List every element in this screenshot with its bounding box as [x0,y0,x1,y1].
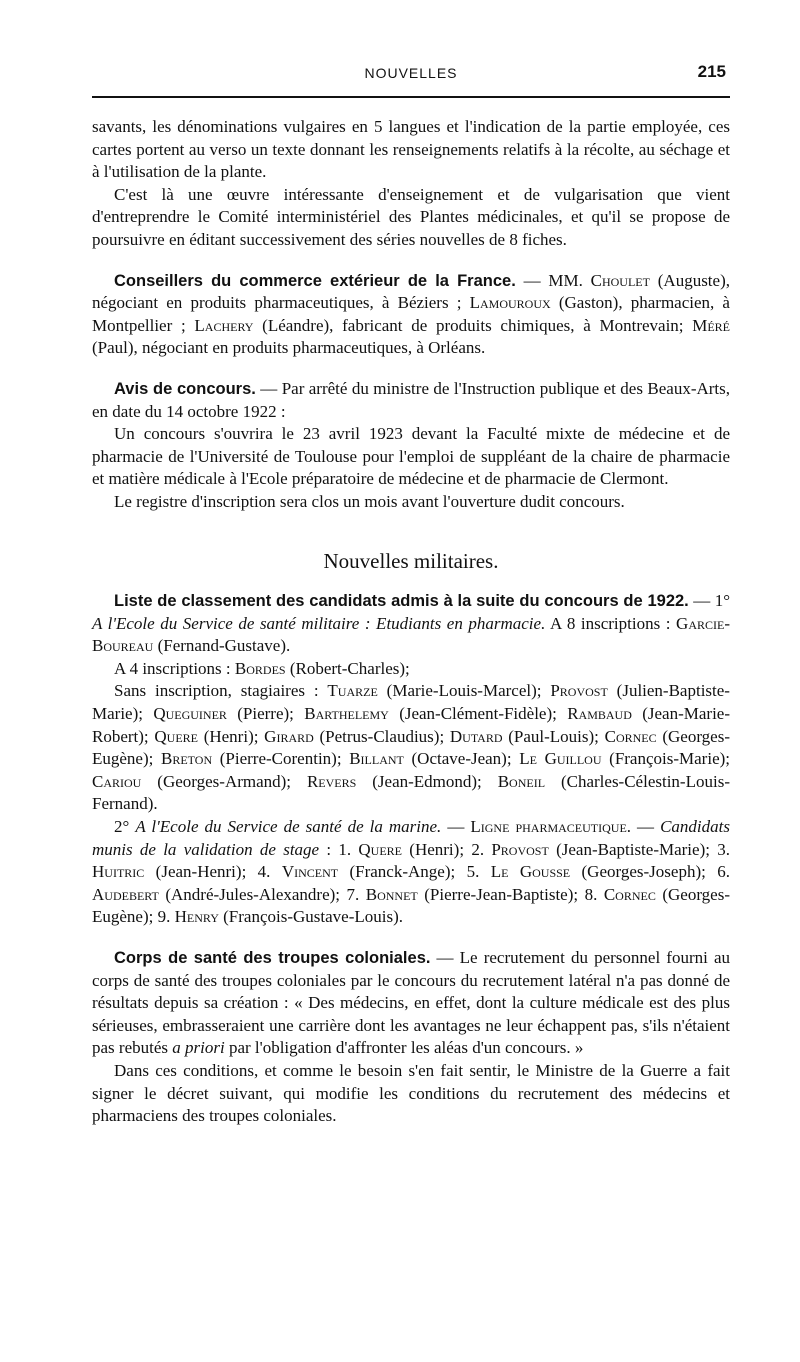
person-name: Revers [306,771,357,791]
header-rule [92,96,730,98]
four-inscriptions [92,658,730,681]
rank-number: 4. [257,862,282,882]
person-name: Choulet [590,270,650,290]
intro-paragraph-1: savants, les dénominations vulgaires en 5 langues et l'indication de la partie employée, ces cartes portent au verso un texte donnant les renseignements relatifs à la récolte, au séchage et à l'utilisation de la plante. [92,117,730,182]
person-detail: (Franck-Ange); [338,862,467,882]
sans-inscription-list [92,680,730,816]
rank-number: 2. [471,839,492,859]
coloniales-section [92,947,730,1060]
marine-number: 2° [114,817,136,837]
rank-number: 6. [717,862,730,882]
person-detail: (Pierre-Corentin); [212,749,350,769]
person-name: Rambaud [567,704,632,724]
avis-paragraph-2: Un concours s'ouvrira le 23 avril 1923 devant la Faculté mixte de médecine et de pharmacie de l'Université de Toulouse pour l'emploi de suppléant de la chaire de pharmacie et matière médicale à l'Ecole préparatoire de médecine et de pharmacie de Clermont. [92,424,730,489]
person-name: Tuarze [327,681,378,701]
classement-school: A l'Ecole du Service de santé militaire : Etudiants en pharmacie. [92,613,546,633]
person-name: Bordes [234,658,286,678]
person-detail: (Petrus-Claudius); [313,726,450,746]
article-body [92,116,730,1128]
person-name: Breton [161,749,213,769]
person-name: Queguiner [153,704,227,724]
running-head [92,62,730,86]
person-name: Méré [692,315,730,335]
person-name: Boneil [497,771,546,791]
person-detail: (Jean-Henri); [144,862,258,882]
marine-colon: : [319,839,339,859]
rank-number: 9. [157,907,175,927]
coloniales-paragraph-2: Dans ces conditions, et comme le besoin s'en fait sentir, le Ministre de la Guerre a fait signer le décret suivant, qui modifie les conditions du recrutement des médecins et pharmaciens des troupes coloniales. [92,1060,730,1126]
marine-candidates-label: Candidats munis de la validation de stage [92,817,730,859]
rank-number: 1. [338,839,359,859]
marine-school: A l'Ecole du Service de santé de la marine. [135,817,442,837]
person-name: Quere [154,726,198,746]
person-name: Le Guillou [519,749,602,769]
person-name: Cornec [604,726,657,746]
page-number: 215 [697,62,726,81]
person-detail: (Pierre); [226,704,305,724]
person-name: Bonnet [365,884,418,904]
person-name: Quere [358,839,403,859]
person-name: Dutard [449,726,503,746]
person-detail: (Gaston), pharmacien, à Montpellier ; [92,293,730,335]
person-name: Henry [174,907,219,927]
person-detail: (Octave-Jean); [403,749,520,769]
sans-label: Sans inscription, stagiaires : [114,681,328,701]
rank-number: 8. [584,884,604,904]
four-label: A 4 inscriptions : [114,658,235,678]
conseillers-section [92,270,730,360]
marine-dash: — [631,817,661,837]
person-name: Lamouroux [469,293,551,313]
person-name: Barthelemy [304,704,389,724]
person-detail: (Charles-Célestin-Louis-Fernand). [92,771,730,814]
person-detail: (Marie-Louis-Marcel); [377,681,551,701]
person-detail: (Jean-Edmond); [356,771,498,791]
person-detail: (Georges-Eugène); [92,884,731,927]
rank-number: 5. [466,862,491,882]
person-detail: (Robert-Charles); [285,658,410,678]
person-detail: (Pierre-Jean-Baptiste); [417,884,585,904]
person-detail: (Julien-Baptiste-Marie); [92,681,730,724]
avis-title: Avis de concours. [114,379,256,398]
person-name: Le Gousse [490,862,571,882]
rank-number: 3. [717,839,730,859]
classement-tail: A 8 inscriptions : [545,613,677,633]
person-name: Vincent [281,862,339,882]
person-detail: (Georges-Eugène); [92,726,730,769]
person-detail: (André-Jules-Alexandre); [158,884,347,904]
person-detail: (Auguste), négociant en produits pharmaceutiques, à Béziers ; [92,270,730,313]
person-detail: (François-Marie); [601,749,730,769]
coloniales-title: Corps de santé des troupes coloniales. [114,949,431,967]
person-name: Audebert [92,884,159,904]
person-detail: (Paul), négociant en produits pharmaceutiques, à Orléans. [92,338,486,358]
person-name: Provost [550,681,608,701]
classement-title: Liste de classement des candidats admis à la suite du concours de 1922. [114,592,689,611]
coloniales-lead-end: par l'obligation d'affronter les aléas d'un concours. » [224,1038,584,1058]
conseillers-dash: — MM. [515,270,591,290]
person-detail: (Henri); [197,726,265,746]
coloniales-lead: — Le recrutement du personnel fourni au corps de santé des troupes coloniales par le concours du recrutement latéral n'a pas donné de résultats depuis sa création : « Des médecins, en effet, dont la culture médicale est des plus sérieuses, embrasseraient une carrière dont les avantages ne leur échappent pas, s'ils n'étaient pas rebutés [92,948,730,1058]
person-detail: (Jean-Baptiste-Marie); [548,839,718,859]
person-name: Cornec [603,884,656,904]
person-detail: (Jean-Clément-Fidèle); [388,704,568,724]
person-name: Cariou [92,771,142,791]
avis-lead: — Par arrêté du ministre de l'Instruction publique et des Beaux-Arts, en date du 14 octobre 1922 : [92,378,731,421]
intro-paragraph-2: C'est là une œuvre intéressante d'enseignement et de vulgarisation que vient d'entreprendre le Comité interministériel des Plantes médicinales, et qu'il se propose de poursuivre en éditant successivement des séries nouvelles de 8 fiches. [92,184,730,249]
person-name: Billant [349,749,404,769]
person-detail: (Jean-Marie-Robert); [92,704,731,746]
militaires-heading: Nouvelles militaires. [323,548,499,573]
marine-ligne: Ligne pharmaceutique. [470,817,632,837]
person-name: Girard [264,726,314,746]
person-detail: (Léandre), fabricant de produits chimiques, à Montrevain; [253,315,693,335]
person-name: Garcie-Boureau [92,613,730,656]
classement-paragraph [92,590,730,658]
person-detail: (François-Gustave-Louis). [218,907,404,927]
marine-dash: — [441,817,471,837]
classement-dash: — 1° [688,591,730,611]
rank-number: 7. [346,884,366,904]
person-detail: (Fernand-Gustave). [153,636,291,656]
conseillers-title: Conseillers du commerce extérieur de la France. [114,271,516,290]
coloniales-italic: a priori [172,1038,225,1058]
avis-section [92,378,730,423]
person-name: Lachery [194,315,254,335]
person-name: Huitric [92,862,145,882]
person-detail: (Georges-Armand); [141,771,307,791]
running-title: NOUVELLES [364,65,458,81]
person-detail: (Paul-Louis); [502,726,605,746]
avis-paragraph-3: Le registre d'inscription sera clos un mois avant l'ouverture dudit concours. [114,491,625,511]
person-detail: (Georges-Joseph); [570,862,718,882]
person-detail: (Henri); [402,839,472,859]
marine-list [92,816,730,929]
person-name: Provost [491,839,549,859]
